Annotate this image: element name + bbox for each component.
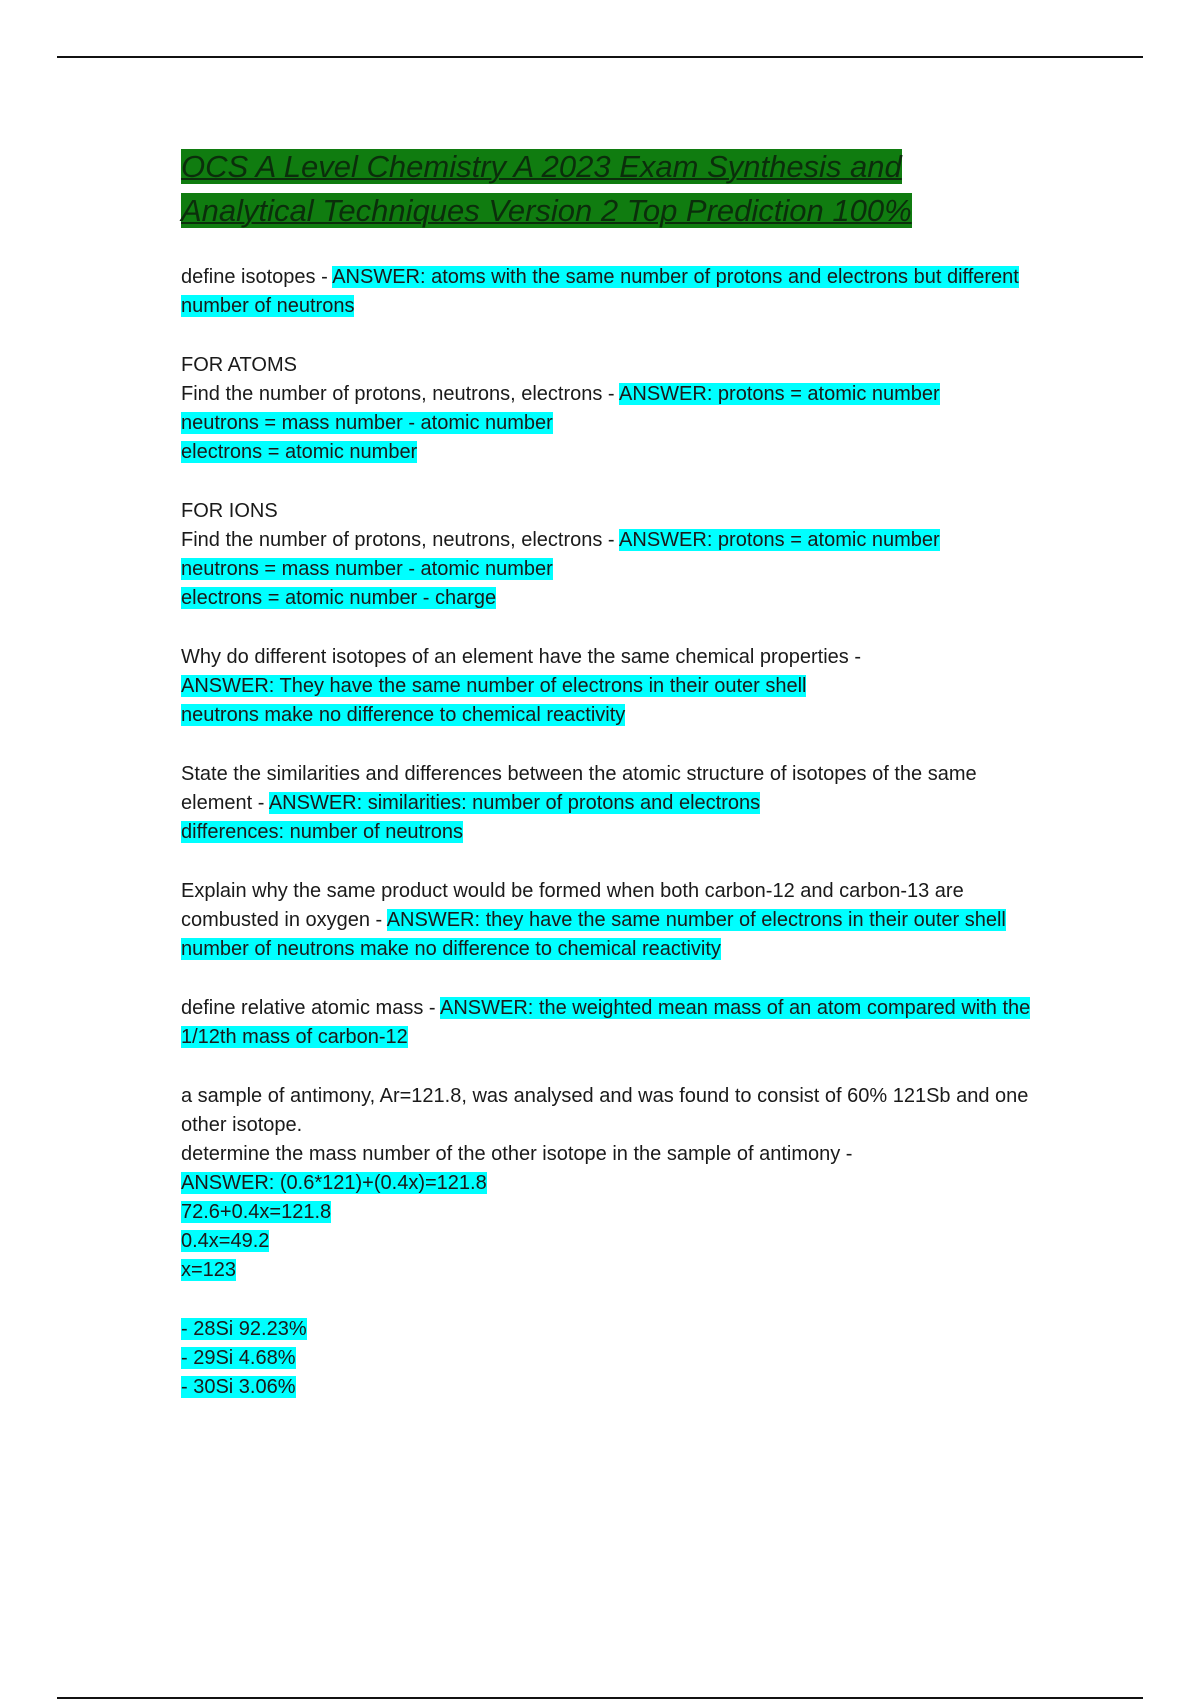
question-text: a sample of antimony, Ar=121.8, was analysed and was found to consist of 60% 121Sb and one other isotope. xyxy=(181,1085,1029,1136)
question-text: define isotopes - xyxy=(181,266,333,288)
qa-item-4 xyxy=(181,643,1031,730)
qa-item-1 xyxy=(181,263,1031,321)
answer-text: - 28Si 92.23% xyxy=(181,1318,307,1340)
answer-text: neutrons = mass number - atomic number xyxy=(181,412,553,434)
answer-text: ANSWER: atoms with the same number of protons and electrons but different number of neutrons xyxy=(181,266,1019,317)
question-text: Explain why the same product would be formed when both carbon-12 and carbon-13 are combusted in oxygen - xyxy=(181,880,964,931)
answer-text: ANSWER: (0.6*121)+(0.4x)=121.8 xyxy=(181,1172,487,1194)
qa-item-2 xyxy=(181,351,1031,467)
top-rule xyxy=(57,56,1143,58)
document-title xyxy=(181,145,1031,233)
answer-text: 72.6+0.4x=121.8 xyxy=(181,1201,332,1223)
answer-text: x=123 xyxy=(181,1259,237,1281)
answer-text: electrons = atomic number - charge xyxy=(181,587,497,609)
question-text: State the similarities and differences between the atomic structure of isotopes of the same element - xyxy=(181,763,977,814)
question-heading: FOR IONS xyxy=(181,500,278,522)
question-text: define relative atomic mass - xyxy=(181,997,440,1019)
qa-item-5 xyxy=(181,760,1031,847)
qa-item-7 xyxy=(181,994,1031,1052)
answer-text: electrons = atomic number xyxy=(181,441,418,463)
question-text: Find the number of protons, neutrons, electrons - xyxy=(181,383,620,405)
answer-text: number of neutrons make no difference to chemical reactivity xyxy=(181,938,721,960)
answer-text: - 29Si 4.68% xyxy=(181,1347,296,1369)
answer-text: ANSWER: protons = atomic number xyxy=(619,529,940,551)
answer-text: neutrons make no difference to chemical reactivity xyxy=(181,704,626,726)
document-body xyxy=(181,145,1031,1432)
qa-item-3 xyxy=(181,497,1031,613)
question-text: Find the number of protons, neutrons, electrons - xyxy=(181,529,620,551)
question-text: determine the mass number of the other isotope in the sample of antimony - xyxy=(181,1143,853,1165)
answer-text: ANSWER: the weighted mean mass of an atom compared with the 1/12th mass of carbon-12 xyxy=(181,997,1031,1048)
qa-item-9 xyxy=(181,1315,1031,1402)
title-text: OCS A Level Chemistry A 2023 Exam Synthesis and Analytical Techniques Version 2 Top Prediction 100% xyxy=(181,149,912,228)
answer-text: ANSWER: protons = atomic number xyxy=(619,383,940,405)
answer-text: differences: number of neutrons xyxy=(181,821,464,843)
answer-text: - 30Si 3.06% xyxy=(181,1376,296,1398)
answer-text: ANSWER: they have the same number of electrons in their outer shell xyxy=(386,909,1006,931)
question-text: Why do different isotopes of an element have the same chemical properties - xyxy=(181,646,861,668)
bottom-rule xyxy=(57,1697,1143,1699)
answer-text: neutrons = mass number - atomic number xyxy=(181,558,553,580)
answer-text: ANSWER: They have the same number of electrons in their outer shell xyxy=(181,675,807,697)
answer-text: 0.4x=49.2 xyxy=(181,1230,270,1252)
qa-item-6 xyxy=(181,877,1031,964)
qa-item-8 xyxy=(181,1082,1031,1285)
answer-text: ANSWER: similarities: number of protons and electrons xyxy=(268,792,761,814)
question-heading: FOR ATOMS xyxy=(181,354,297,376)
